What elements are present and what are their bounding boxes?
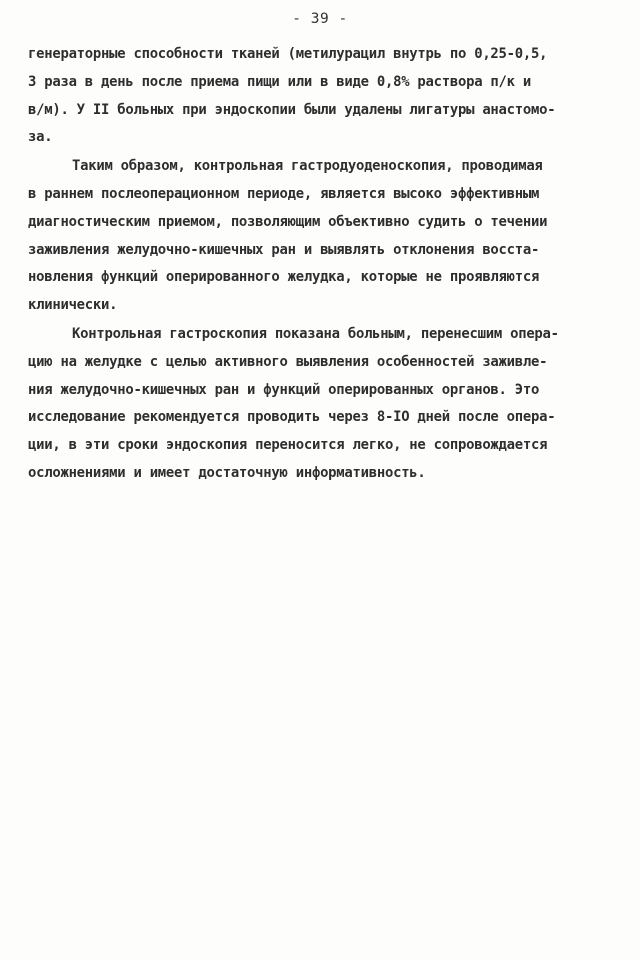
paragraph-1 [28,41,612,152]
page-number: - 39 - [292,11,348,27]
text-line: 3 раза в день после приема пищи или в виде 0,8% раствора п/к и [28,73,531,90]
text-line: ции, в эти сроки эндоскопия переносится легко, не сопровождается [28,437,548,454]
text-line: диагностическим приемом, позволяющим объективно судить о течении [28,213,548,230]
text-line: Таким образом, контрольная гастродуоденоскопия, проводимая [72,158,543,175]
text-line: осложнениями и имеет достаточную информативность. [28,464,426,481]
text-line: за. [28,129,53,146]
text-line: цию на желудке с целью активного выявления особенностей заживле- [28,353,548,370]
text-line: ния желудочно-кишечных ран и функций оперированных органов. Это [28,381,540,398]
text-line: генераторные способности тканей (метилурацил внутрь по 0,25-0,5, [28,46,548,62]
body-text [28,41,612,488]
text-line: в раннем послеоперационном периоде, является высоко эффективным [28,185,540,202]
text-line: Контрольная гастроскопия показана больным, перенесшим опера- [72,325,559,342]
text-line: в/м). У II больных при эндоскопии были удалены лигатуры анастомо- [28,101,556,118]
paragraph-3 [28,321,612,488]
text-line: новления функций оперированного желудка, которые не проявляются [28,269,540,286]
text-line: исследование рекомендуется проводить через 8-IO дней после опера- [28,409,556,426]
paragraph-2 [28,153,612,320]
text-line: клинически. [28,297,118,314]
text-line: заживления желудочно-кишечных ран и выявлять отклонения восста- [28,241,540,258]
